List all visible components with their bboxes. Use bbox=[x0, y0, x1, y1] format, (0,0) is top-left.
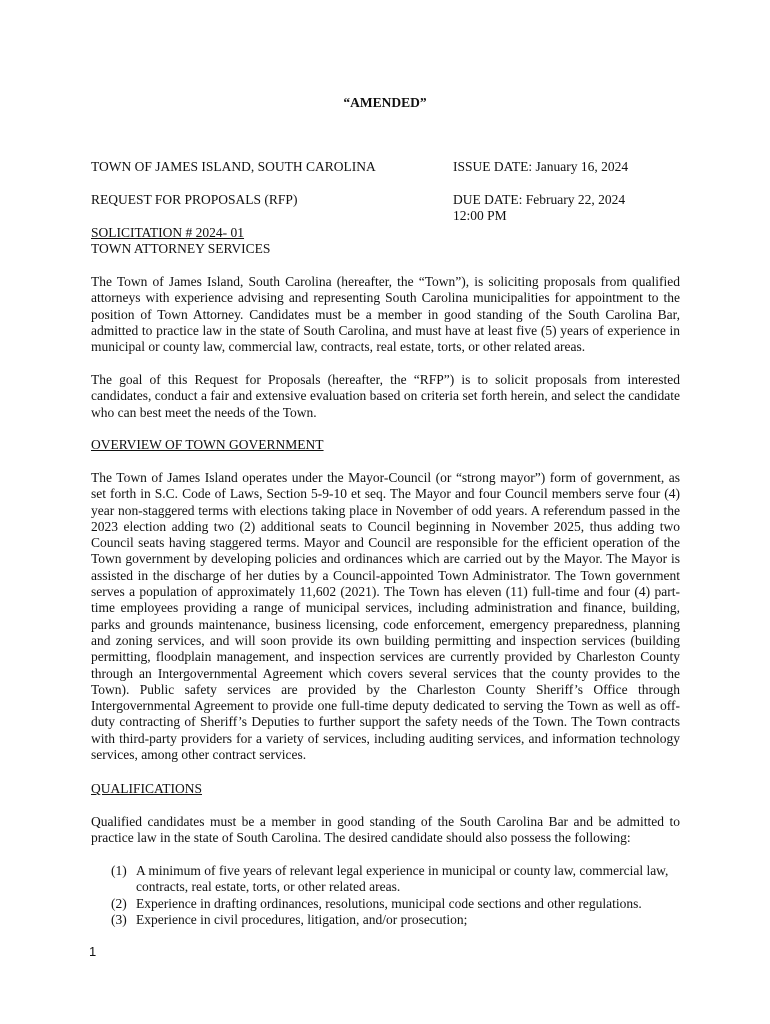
qualifications-list bbox=[91, 863, 680, 928]
qualifications-paragraph: Qualified candidates must be a member in good standing of the South Carolina Bar and be admitted to practice law in the state of South Carolina. The desired candidate should also possess the following: bbox=[91, 814, 680, 846]
list-item-text: Experience in civil procedures, litigation, and/or prosecution; bbox=[136, 911, 468, 927]
list-item-number: (3) bbox=[111, 911, 127, 927]
solicitation-block bbox=[91, 225, 270, 257]
overview-heading: OVERVIEW OF TOWN GOVERNMENT bbox=[91, 437, 324, 452]
goal-paragraph: The goal of this Request for Proposals (hereafter, the “RFP”) is to solicit proposals from interested candidates, conduct a fair and extensive evaluation based on criteria set forth herein, and select the candidate who can best meet the needs of the Town. bbox=[91, 372, 680, 420]
due-date: DUE DATE: February 22, 2024 bbox=[453, 192, 626, 207]
rfp-label: REQUEST FOR PROPOSALS (RFP) bbox=[91, 192, 298, 207]
due-time: 12:00 PM bbox=[453, 208, 507, 223]
amended-banner: “AMENDED” bbox=[343, 95, 427, 110]
issue-date: ISSUE DATE: January 16, 2024 bbox=[453, 159, 629, 174]
list-item bbox=[91, 896, 680, 912]
list-item-text: A minimum of five years of relevant legal experience in municipal or county law, commercial law, contracts, real estate, torts, or other related areas. bbox=[136, 863, 669, 895]
list-item-number: (1) bbox=[111, 863, 127, 878]
list-item-text: Experience in drafting ordinances, resolutions, municipal code sections and other regulations. bbox=[136, 895, 642, 911]
town-name: TOWN OF JAMES ISLAND, SOUTH CAROLINA bbox=[91, 159, 376, 174]
due-date-block bbox=[453, 192, 625, 224]
list-item bbox=[91, 863, 680, 896]
list-item bbox=[91, 912, 680, 928]
qualifications-heading: QUALIFICATIONS bbox=[91, 781, 202, 796]
solicitation-title: TOWN ATTORNEY SERVICES bbox=[91, 241, 271, 256]
solicitation-number: SOLICITATION # 2024- 01 bbox=[91, 225, 245, 240]
page-number: 1 bbox=[89, 944, 97, 959]
intro-paragraph: The Town of James Island, South Carolina (hereafter, the “Town”), is soliciting proposals from qualified attorneys with experience advising and representing South Carolina municipalities for appointment to the position of Town Attorney. Candidates must be a member in good standing of the South Carolina Bar, admitted to practice law in the state of South Carolina, and must have at least five (5) years of experience in municipal or county law, commercial law, contracts, real estate, torts, or other related areas. bbox=[91, 274, 680, 355]
list-item-number: (2) bbox=[111, 895, 127, 911]
overview-paragraph: The Town of James Island operates under the Mayor-Council (or “strong mayor”) form of government, as set forth in S.C. Code of Laws, Section 5-9-10 et seq. The Mayor and four Council members serve four (4) year non-staggered terms with elections taking place in November of odd years. A referendum passed in the 2023 election adding two (2) additional seats to Council beginning in November 2025, thus adding two Council seats having staggered terms. Mayor and Council are responsible for the efficient operation of the Town government by developing policies and ordinances which are carried out by the Mayor. The Mayor is assisted in the discharge of her duties by a Council-appointed Town Administrator. The Town government serves a population of approximately 11,602 (2021). The Town has eleven (11) full-time and four (4) part-time employees providing a range of municipal services, including administration and finance, building, parks and grounds maintenance, business licensing, code enforcement, emergency preparedness, planning and zoning services, and will soon provide its own building permitting and inspection services (building permitting, floodplain management, and inspection services are currently provided by Charleston County through an Intergovernmental Agreement which covers several services that the county provides to the Town). Public safety services are provided by the Charleston County Sheriff’s Office through Intergovernmental Agreement to provide one full-time deputy dedicated to serving the Town as well as off-duty contracting of Sheriff’s Deputies to further support the safety needs of the Town. The Town contracts with third-party providers for a variety of services, including auditing services, and information technology services, among other contract services. bbox=[91, 470, 680, 763]
